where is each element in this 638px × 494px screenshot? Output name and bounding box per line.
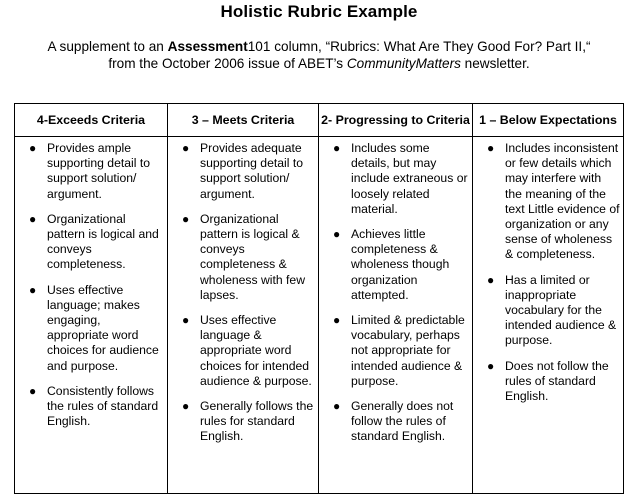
criteria-text: Has a limited or inappropriate vocabulary for the intended audience & purpose. <box>505 272 617 348</box>
bullet-icon: ● <box>182 399 190 414</box>
bullet-icon: ● <box>182 211 190 226</box>
criteria-text: Organizational pattern is logical and conveys completeness. <box>47 211 159 272</box>
criteria-text: Includes inconsistent or few details which may interfere with the meaning of the text Little evidence of organization or any sense of wholeness & completeness. <box>505 141 620 262</box>
subtitle-bold-term: Assessment <box>167 39 248 54</box>
criteria-item <box>15 384 167 430</box>
criteria-item <box>168 141 318 202</box>
criteria-text: Includes some details, but may include extraneous or loosely related material. <box>351 141 468 216</box>
criteria-item <box>473 141 623 263</box>
rubric-header-row <box>15 104 624 137</box>
criteria-list <box>473 141 623 404</box>
criteria-item <box>319 141 472 217</box>
rubric-table <box>14 103 624 494</box>
subtitle-line-1 <box>10 38 628 55</box>
criteria-text: Organizational pattern is logical & conveys completeness & wholeness with few lapses. <box>200 211 305 302</box>
criteria-item <box>319 227 472 303</box>
bullet-icon: ● <box>182 313 190 328</box>
criteria-item <box>168 212 318 303</box>
subtitle-italic-term: CommunityMatters <box>346 56 461 71</box>
header-exceeds-criteria: 4-Exceeds Criteria <box>15 104 168 137</box>
bullet-icon: ● <box>333 313 341 328</box>
header-meets-criteria: 3 – Meets Criteria <box>168 104 319 137</box>
criteria-text: Generally follows the rules for standard English. <box>200 399 314 444</box>
rubric-criteria-row <box>15 137 624 494</box>
subtitle-text: 101 column, “Rubrics: What Are They Good For? Part II,“ <box>247 39 591 54</box>
criteria-item <box>168 313 318 389</box>
criteria-cell-exceeds <box>15 137 168 494</box>
subtitle-line-2 <box>10 55 628 72</box>
criteria-text: Provides ample supporting detail to support solution/ argument. <box>47 141 150 201</box>
bullet-icon: ● <box>487 358 495 373</box>
bullet-icon: ● <box>182 141 190 155</box>
bullet-icon: ● <box>29 141 37 155</box>
page-subtitle <box>10 38 628 72</box>
criteria-list <box>15 141 167 429</box>
criteria-text: Generally does not follow the rules of standard English. <box>351 399 454 444</box>
bullet-icon: ● <box>487 141 495 155</box>
criteria-item <box>473 359 623 405</box>
criteria-item <box>15 141 167 202</box>
subtitle-text: newsletter. <box>460 56 530 71</box>
criteria-text: Limited & predictable vocabulary, perhaps not appropriate for intended audience & purpose. <box>351 313 465 388</box>
criteria-text: Uses effective language & appropriate word choices for intended audience & purpose. <box>200 313 312 388</box>
criteria-item <box>319 313 472 389</box>
bullet-icon: ● <box>333 141 341 155</box>
criteria-item <box>168 399 318 445</box>
criteria-list <box>168 141 318 445</box>
bullet-icon: ● <box>333 399 341 414</box>
criteria-text: Provides adequate supporting detail to support solution/ argument. <box>200 141 303 201</box>
header-below-expectations: 1 – Below Expectations <box>473 104 624 137</box>
bullet-icon: ● <box>487 272 495 287</box>
criteria-text: Does not follow the rules of standard English. <box>505 358 609 404</box>
criteria-text: Uses effective language; makes engaging, appropriate word choices for audience and purpose. <box>47 282 159 373</box>
criteria-item <box>15 212 167 273</box>
criteria-list <box>319 141 472 445</box>
criteria-text: Achieves little completeness & wholeness though organization attempted. <box>351 227 450 302</box>
criteria-cell-progressing <box>319 137 473 494</box>
bullet-icon: ● <box>333 227 341 242</box>
bullet-icon: ● <box>29 211 37 226</box>
subtitle-text: from the October 2006 issue of ABET’s <box>108 56 347 71</box>
criteria-cell-below <box>473 137 624 494</box>
header-progressing-to-criteria: 2- Progressing to Criteria <box>319 104 473 137</box>
criteria-cell-meets <box>168 137 319 494</box>
bullet-icon: ● <box>29 282 37 297</box>
criteria-item <box>473 273 623 349</box>
bullet-icon: ● <box>29 383 37 398</box>
page-title: Holistic Rubric Example <box>220 2 418 21</box>
criteria-item <box>319 399 472 445</box>
criteria-item <box>15 283 167 374</box>
subtitle-text: A supplement to an <box>47 39 168 54</box>
criteria-text: Consistently follows the rules of standard English. <box>47 383 159 429</box>
